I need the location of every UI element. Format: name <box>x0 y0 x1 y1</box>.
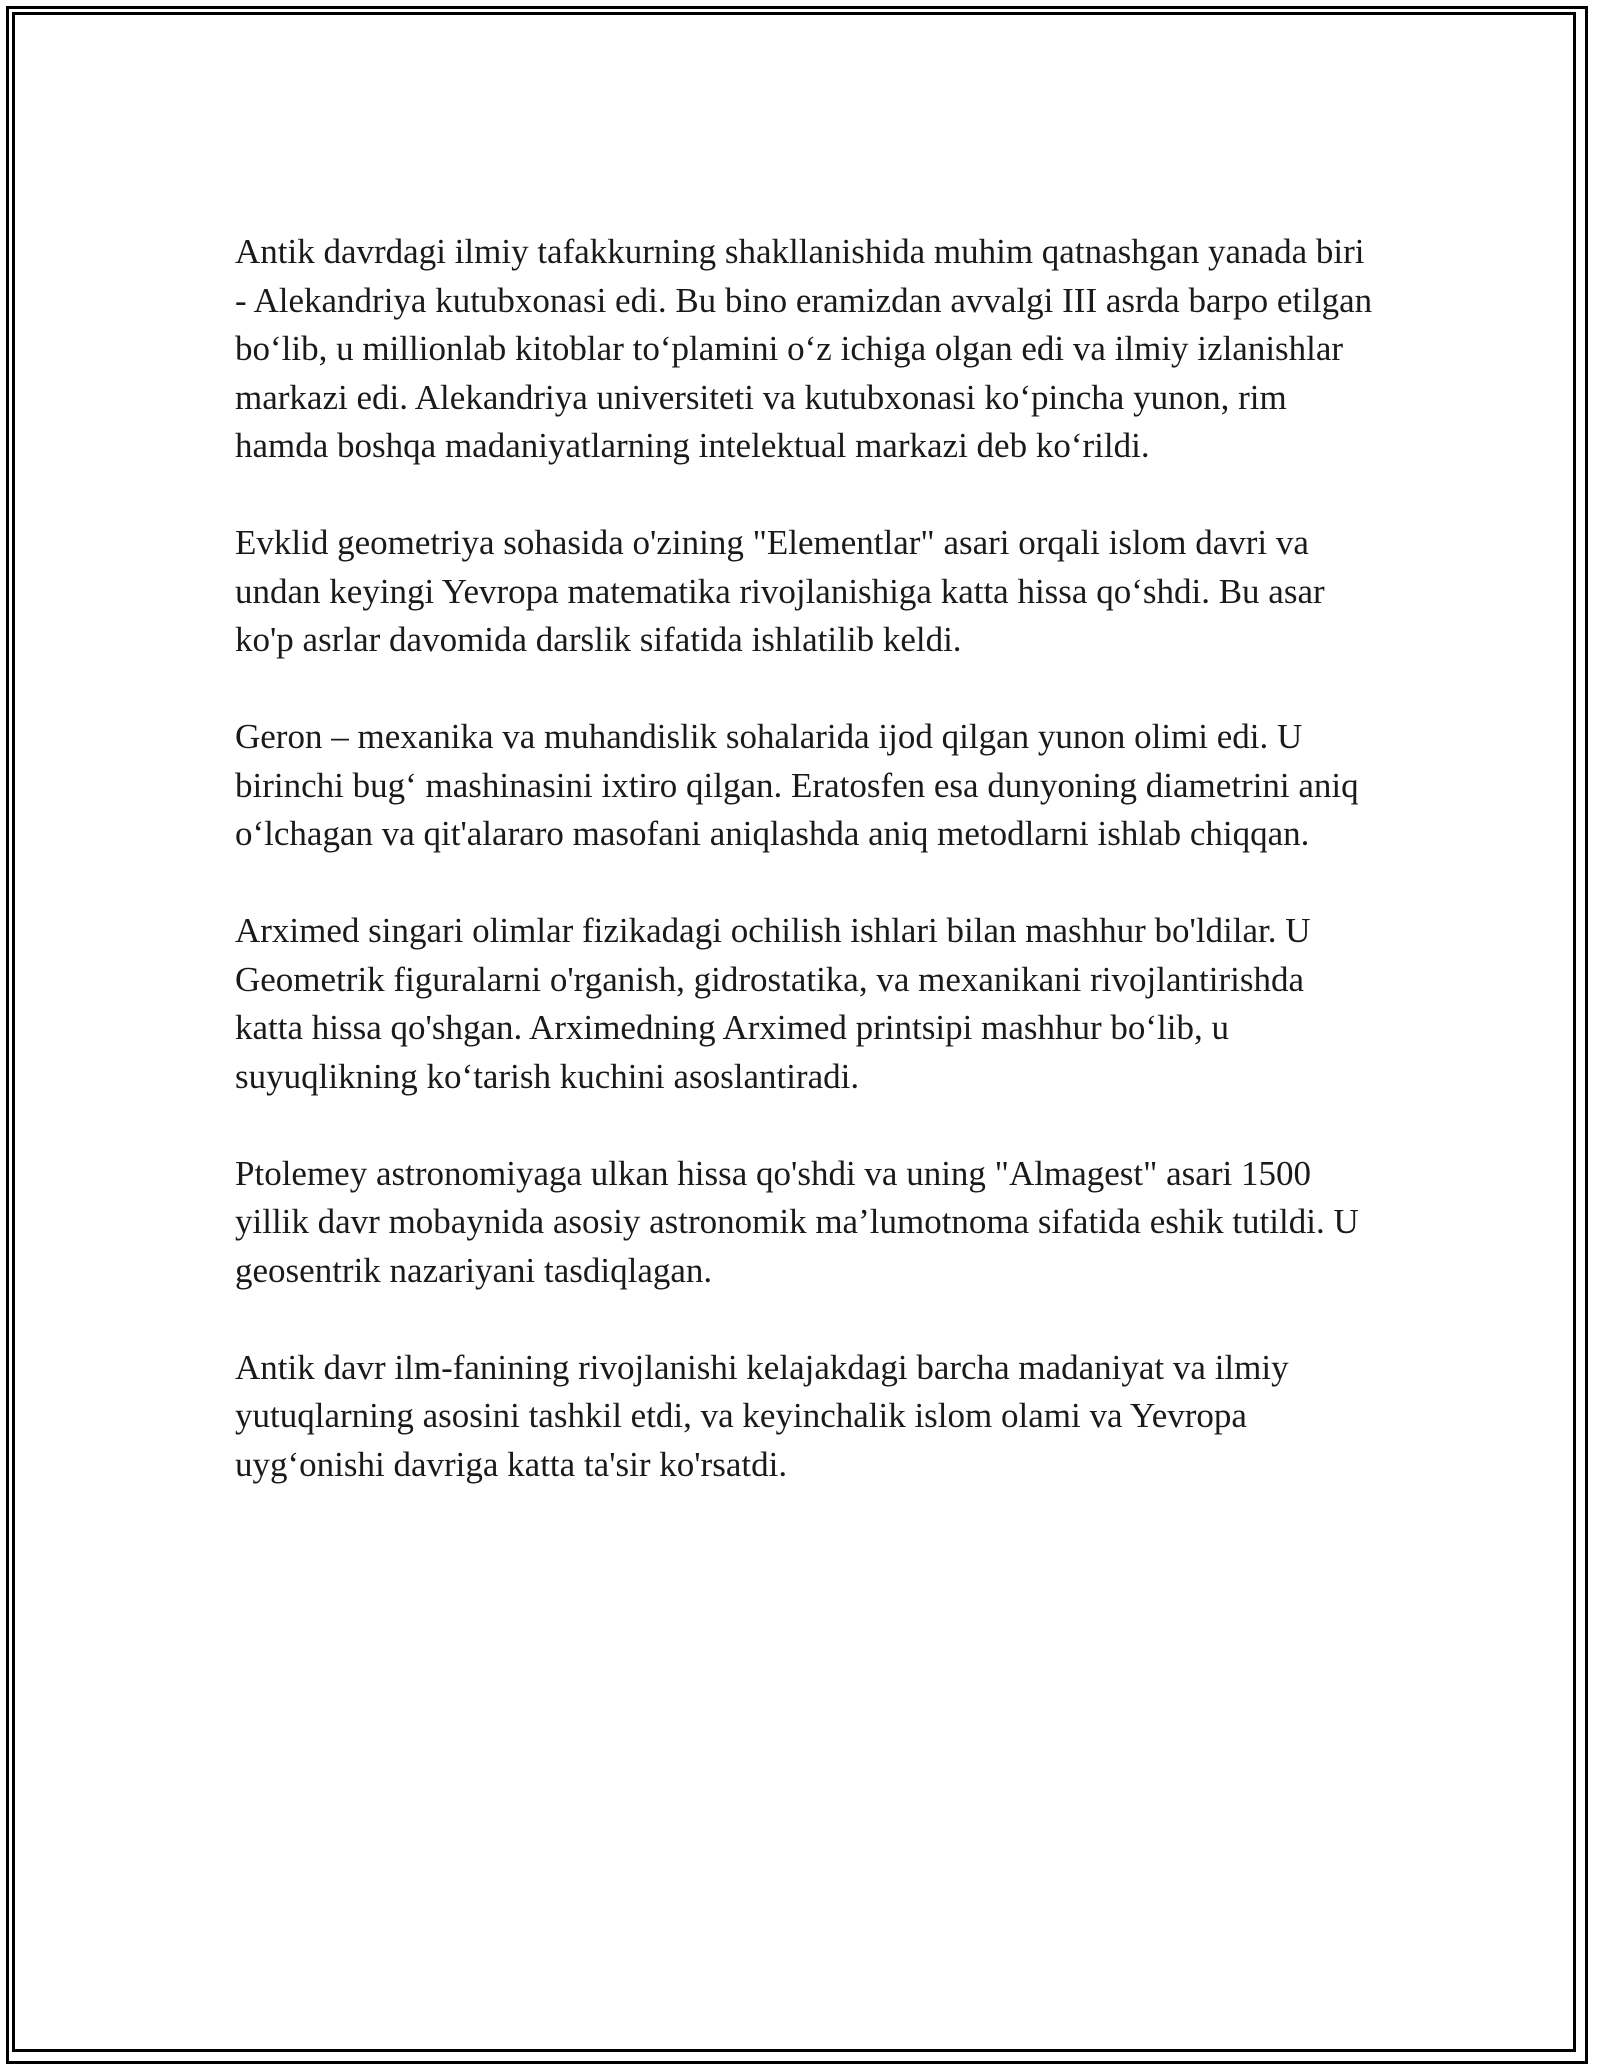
document-body <box>235 228 1375 1489</box>
paragraph-archimedes: Arximed singari olimlar fizikadagi ochilish ishlari bilan mashhur bo'ldilar. U Geometrik figuralarni o'rganish, gidrostatika, va mexanikani rivojlantirishda katta hissa qo'shgan. Arximedning Arximed printsipi mashhur bo‘lib, u suyuqlikning ko‘tarish kuchini asoslantiradi. <box>235 911 1311 1096</box>
paragraph-conclusion: Antik davr ilm-fanining rivojlanishi kelajakdagi barcha madaniyat va ilmiy yutuqlarning asosini tashkil etdi, va keyinchalik islom olami va Yevropa uyg‘onishi davriga katta ta'sir ko'rsatdi. <box>235 1347 1289 1484</box>
paragraph-ptolemy: Ptolemey astronomiyaga ulkan hissa qo'shdi va uning "Almagest" asari 1500 yillik davr mobaynida asosiy astronomik ma’lumotnoma sifatida eshik tutildi. U geosentrik nazariyani tasdiqlagan. <box>235 1153 1359 1290</box>
paragraph-heron-eratosthenes: Geron – mexanika va muhandislik sohalarida ijod qilgan yunon olimi edi. U birinchi bug‘ mashinasini ixtiro qilgan. Eratosfen esa dunyoning diametrini aniq o‘lchagan va qit'alararo masofani aniqlashda aniq metodlarni ishlab chiqqan. <box>235 717 1359 853</box>
paragraph-alexandria-library: Antik davrdagi ilmiy tafakkurning shakllanishida muhim qatnashgan yanada biri - Alekandriya kutubxonasi edi. Bu bino eramizdan avvalgi III asrda barpo etilgan bo‘lib, u millionlab kitoblar to‘plamini o‘z ichiga olgan edi va ilmiy izlanishlar markazi edi. Alekandriya universiteti va kutubxonasi ko‘pincha yunon, rim hamda boshqa madaniyatlarning intelektual markazi deb ko‘rildi. <box>235 232 1373 465</box>
paragraph-euclid: Evklid geometriya sohasida o'zining "Elementlar" asari orqali islom davri va undan keyingi Yevropa matematika rivojlanishiga katta hissa qo‘shdi. Bu asar ko'p asrlar davomida darslik sifatida ishlatilib keldi. <box>235 523 1325 659</box>
